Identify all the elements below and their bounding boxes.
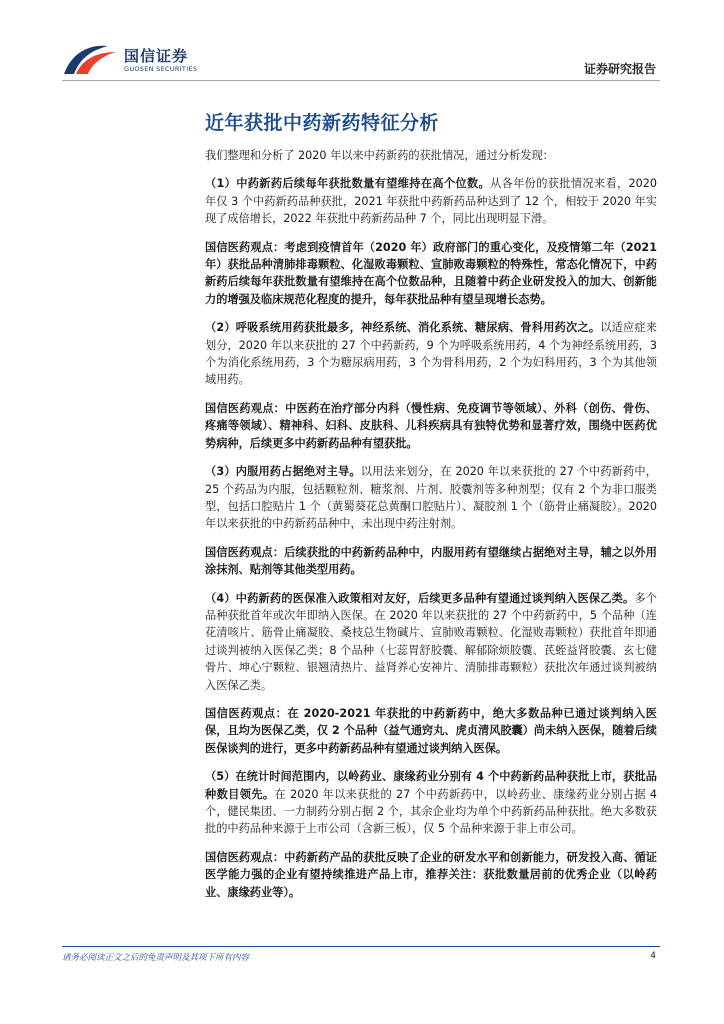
- finding-2-view: 国信医药观点：中医药在治疗部分内科（慢性病、免疫调节等领域）、外科（创伤、骨伤、疼痛等领域）、精神科、妇科、皮肤科、儿科疾病具有独特优势和显著疗效，围绕中医药优势病种，后续更多中药新药品种有望获批。: [205, 401, 657, 450]
- finding-1-lead: （1）中药新药后续每年获批数量有望维持在高个位数。: [205, 177, 491, 191]
- finding-4-view: 国信医药观点：在 2020-2021 年获批的中药新药中，绝大多数品种已通过谈判纳入医保，且均为医保乙类，仅 2 个品种（益气通窍丸、虎贞清风胶囊）尚未纳入医保，随着后续医保谈判的进行，更多中药新药品种有望通过谈判纳入医保。: [205, 706, 657, 755]
- finding-3-body: 以用法来划分，在 2020 年以来获批的 27 个中药新药中，25 个药品为内服，包括颗粒剂、糖浆剂、片剂、胶囊剂等多种剂型；仅有 2 个为非口服类型，包括口腔贴片 1 个（黄蜀葵花总黄酮口腔贴片）、凝胶剂 1 个（筋骨止痛凝胶）。2020 年以来获批的中药新药品种中，未出现中药注射剂。: [205, 465, 657, 531]
- finding-2-body: 以适应症来划分，2020 年以来获批的 27 个中药新药，9 个为呼吸系统用药，4 个为神经系统用药，3 个为消化系统用药，3 个为糖尿病用药，3 个为骨科用药，2 个为妇科用药，3 个为其他领域用药。: [205, 321, 657, 387]
- finding-1: [205, 175, 657, 227]
- finding-4: [205, 590, 657, 694]
- finding-3: [205, 463, 657, 533]
- header-divider: [62, 80, 660, 81]
- page-header: [0, 0, 724, 92]
- finding-3-lead: （3）内服用药占据绝对主导。: [205, 465, 361, 479]
- finding-5-lead: （5）在统计时间范围内，以岭药业、康缘药业分别有 4 个中药新药品种获批上市，获批品种数目领先。: [205, 770, 657, 801]
- guosen-logo-icon: [62, 44, 118, 78]
- logo-chinese-name: 国信证券: [124, 47, 189, 65]
- main-content: [205, 100, 657, 901]
- report-type-label: 证券研究报告: [583, 62, 656, 76]
- footer-divider: [62, 946, 660, 947]
- finding-1-view: 国信医药观点：考虑到疫情首年（2020 年）政府部门的重心变化，及疫情第二年（2021 年）获批品种清肺排毒颗粒、化湿败毒颗粒、宣肺败毒颗粒的特殊性，常态化情况下，中药新药后续每年获批数量有望维持在高个位数品种，且随着中药企业研发投入的加大、创新能力的增强及临床规范化程度的提升，每年获批品种有望呈现增长态势。: [205, 240, 657, 306]
- page-title: 近年获批中药新药特征分析: [205, 112, 440, 134]
- finding-4-lead: （4）中药新药的医保准入政策相对友好，后续更多品种有望通过谈判纳入医保乙类。: [205, 591, 635, 605]
- finding-4-body: 多个品种获批首年或次年即纳入医保。在 2020 年以来获批的 27 个中药新药中，5 个品种（连花清咳片、筋骨止痛凝胶、桑枝总生物碱片、宣肺败毒颗粒、化湿败毒颗粒）获批首年即通过谈判被纳入医保乙类；8 个品种（七蕊胃舒胶囊、解郁除烦胶囊、芪蛭益肾胶囊、玄七健骨片、坤心宁颗粒、银翘清热片、益肾养心安神片、清肺排毒颗粒）获批次年通过谈判被纳入医保乙类。: [205, 591, 657, 692]
- finding-2: [205, 319, 657, 389]
- finding-1-body: 从各年份的获批情况来看，2020 年仅 3 个中药新药品种获批，2021 年获批中药新药品种达到了 12 个，相较于 2020 年实现了成倍增长，2022 年获批中药新药品种 7 个，同比出现明显下滑。: [205, 177, 657, 226]
- footer-disclaimer: 请务必阅读正文之后的免责声明及其项下所有内容: [62, 953, 250, 963]
- page-number: 4: [650, 951, 656, 961]
- finding-5-body: 在 2020 年以来获批的 27 个中药新药中，以岭药业、康缘药业分别占据 4 个，健民集团、一力制药分别占据 2 个，其余企业均为单个中药新药品种获批。绝大多数获批的中药品种来源于上市公司（含新三板），仅 5 个品种来源于非上市公司。: [205, 787, 657, 836]
- finding-3-view: 国信医药观点：后续获批的中药新药品种中，内服用药有望继续占据绝对主导，辅之以外用涂抹剂、贴剂等其他类型用药。: [205, 545, 657, 577]
- logo-english-name: GUOSEN SECURITIES: [124, 65, 198, 73]
- finding-5-view: 国信医药观点：中药新药产品的获批反映了企业的研发水平和创新能力，研发投入高、循证医学能力强的企业有望持续推进产品上市，推荐关注：获批数量居前的优秀企业（以岭药业、康缘药业等）。: [205, 850, 657, 899]
- company-logo: [62, 44, 197, 78]
- intro-paragraph: 我们整理和分析了 2020 年以来中药新药的获批情况，通过分析发现：: [205, 149, 554, 162]
- finding-2-lead: （2）呼吸系统用药获批最多，神经系统、消化系统、糖尿病、骨科用药次之。: [205, 321, 601, 335]
- finding-5: [205, 768, 657, 838]
